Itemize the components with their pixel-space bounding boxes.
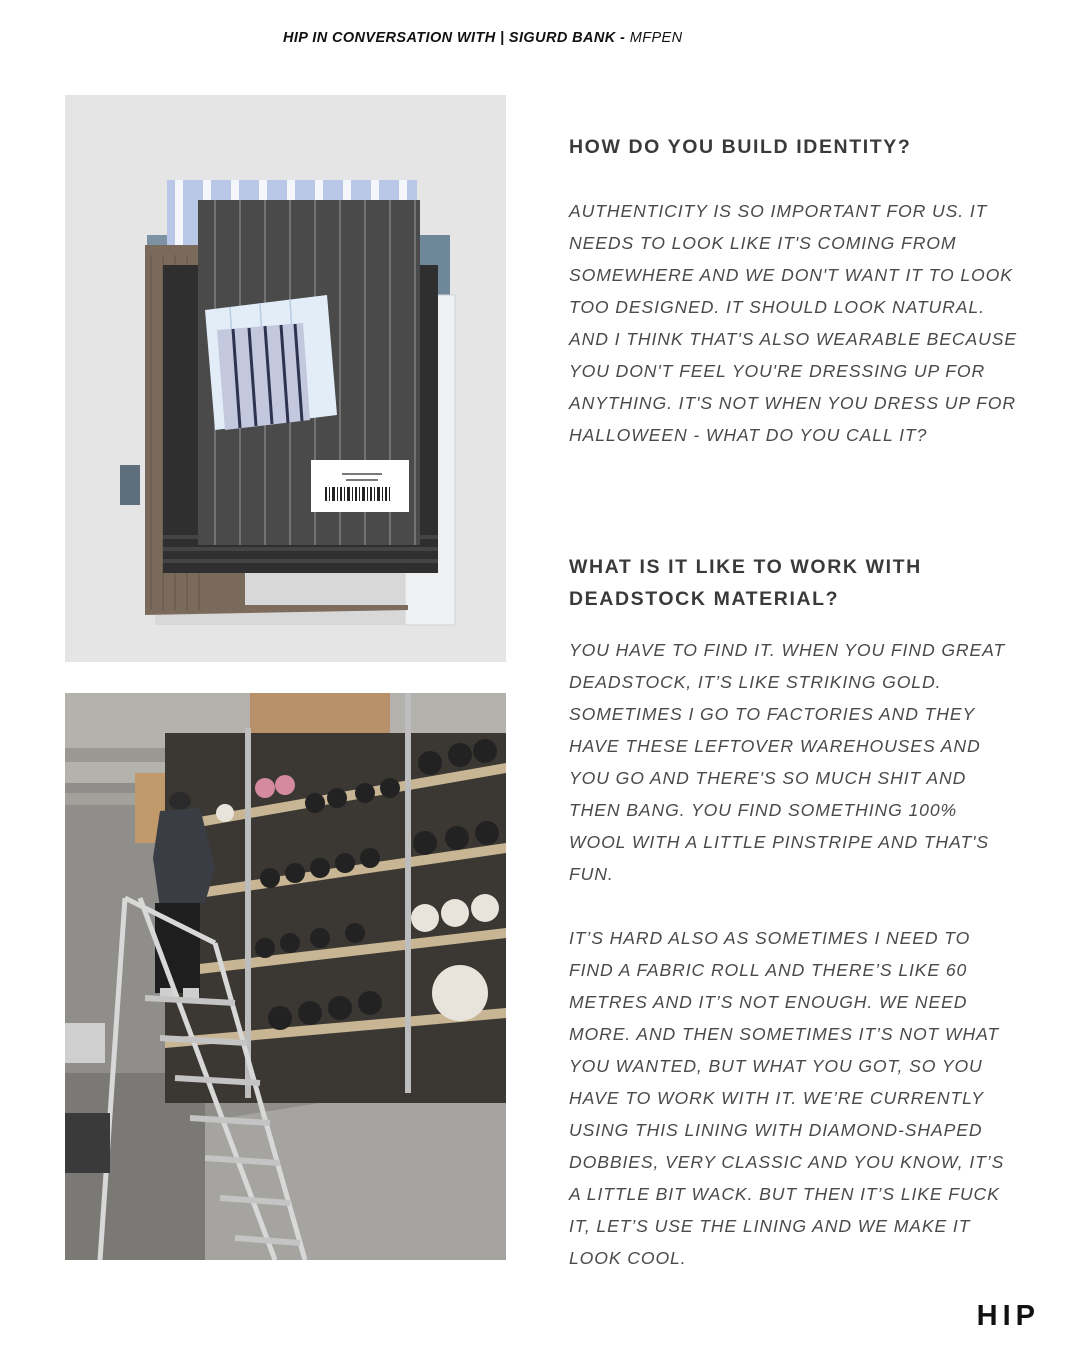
question-deadstock: WHAT IS IT LIKE TO WORK WITH DEADSTOCK MATERIAL? <box>569 556 922 610</box>
answer-deadstock-paragraph-1: YOU HAVE TO FIND IT. WHEN YOU FIND GREAT DEADSTOCK, IT’S LIKE STRIKING GOLD. SOMETIMES I GO TO FACTORIES AND THEY HAVE THESE LEFTOVER WAREHOUSES AND YOU GO AND THERE'S SO MUCH SHIT AND THEN BANG. YOU FIND SOMETHING 100% WOOL WITH A LITTLE PINSTRIPE AND THAT'S FUN. <box>569 640 1006 884</box>
warehouse-photo <box>65 693 506 1260</box>
hip-logo: HIP <box>976 1300 1040 1332</box>
header-brand: MFPEN <box>629 30 683 46</box>
question-identity: HOW DO YOU BUILD IDENTITY? <box>569 136 912 158</box>
answer-identity: AUTHENTICITY IS SO IMPORTANT FOR US. IT NEEDS TO LOOK LIKE IT'S COMING FROM SOMEWHERE AND WE DON'T WANT IT TO LOOK TOO DESIGNED. IT SHOULD LOOK NATURAL. AND I THINK THAT'S ALSO WEARABLE BECAUSE YOU DON'T FEEL YOU'RE DRESSING UP FOR ANYTHING. IT'S NOT WHEN YOU DRESS UP FOR HALLOWEEN - WHAT DO YOU CALL IT? <box>569 201 1018 445</box>
header-title: HIP IN CONVERSATION WITH | SIGURD BANK - <box>283 30 626 46</box>
answer-deadstock-paragraph-2: IT’S HARD ALSO AS SOMETIMES I NEED TO FIND A FABRIC ROLL AND THERE’S LIKE 60 METRES AND IT’S NOT ENOUGH. WE NEED MORE. AND THEN SOMETIMES IT’S NOT WHAT YOU WANTED, BUT WHAT YOU GOT, SO YOU HAVE TO WORK WITH IT. WE’RE CURRENTLY USING THIS LINING WITH DIAMOND-SHAPED DOBBIES, VERY CLASSIC AND YOU KNOW, IT’S A LITTLE BIT WACK. BUT THEN IT’S LIKE FUCK IT, LET’S USE THE LINING AND WE MAKE IT LOOK COOL. <box>569 928 1005 1268</box>
fabric-swatches-photo <box>65 95 506 662</box>
article-header <box>283 30 682 46</box>
